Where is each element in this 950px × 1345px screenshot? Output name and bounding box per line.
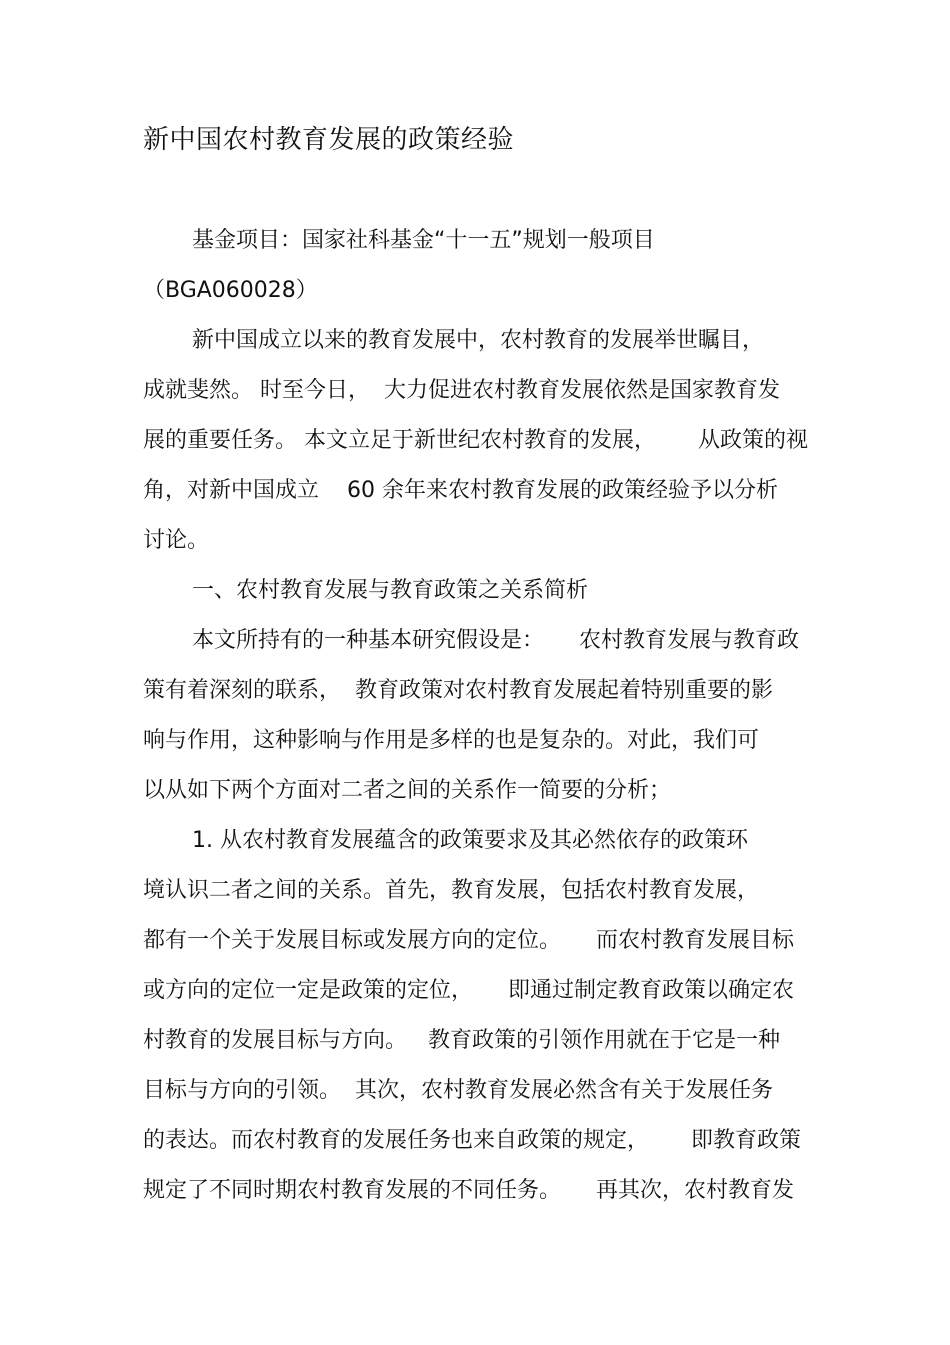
paragraph-line: 响与作用，这种影响与作用是多样的也是复杂的。对此，我们可 xyxy=(143,728,760,753)
paragraph-line: 村教育的发展目标与方向。 教育政策的引领作用就在于它是一种 xyxy=(143,1028,780,1053)
paragraph-line: 本文所持有的一种基本研究假设是： 农村教育发展与教育政 xyxy=(192,628,799,653)
paragraph-line: 境认识二者之间的关系。首先，教育发展，包括农村教育发展， xyxy=(143,878,760,903)
paragraph-line: 成就斐然。 时至今日， 大力促进农村教育发展依然是国家教育发 xyxy=(143,378,780,403)
funding-code-line: （BGA060028） xyxy=(143,278,318,303)
paragraph-line: 策有着深刻的联系， 教育政策对农村教育发展起着特别重要的影 xyxy=(143,678,773,703)
paragraph-line: 新中国成立以来的教育发展中，农村教育的发展举世瞩目， xyxy=(192,328,765,353)
paragraph-line: 展的重要任务。 本文立足于新世纪农村教育的发展， 从政策的视 xyxy=(143,428,808,453)
document-title: 新中国农村教育发展的政策经验 xyxy=(143,125,515,155)
section-heading: 一、农村教育发展与教育政策之关系简析 xyxy=(192,578,589,603)
paragraph-line: 目标与方向的引领。 其次，农村教育发展必然含有关于发展任务 xyxy=(143,1078,773,1103)
funding-line: 基金项目：国家社科基金“十一五”规划一般项目 xyxy=(192,228,655,253)
paragraph-line: 讨论。 xyxy=(143,528,210,553)
paragraph-line: 以从如下两个方面对二者之间的关系作一简要的分析； xyxy=(143,778,672,803)
paragraph-line: 都有一个关于发展目标或发展方向的定位。 而农村教育发展目标 xyxy=(143,928,794,953)
paragraph-line: 或方向的定位一定是政策的定位， 即通过制定教育政策以确定农 xyxy=(143,978,794,1003)
paragraph-line: 的表达。而农村教育的发展任务也来自政策的规定， 即教育政策 xyxy=(143,1128,801,1153)
paragraph-line: 1. 从农村教育发展蕴含的政策要求及其必然依存的政策环 xyxy=(192,828,748,853)
paragraph-line: 规定了不同时期农村教育发展的不同任务。 再其次，农村教育发 xyxy=(143,1178,794,1203)
paragraph-line: 角，对新中国成立 60 余年来农村教育发展的政策经验予以分析 xyxy=(143,478,778,503)
